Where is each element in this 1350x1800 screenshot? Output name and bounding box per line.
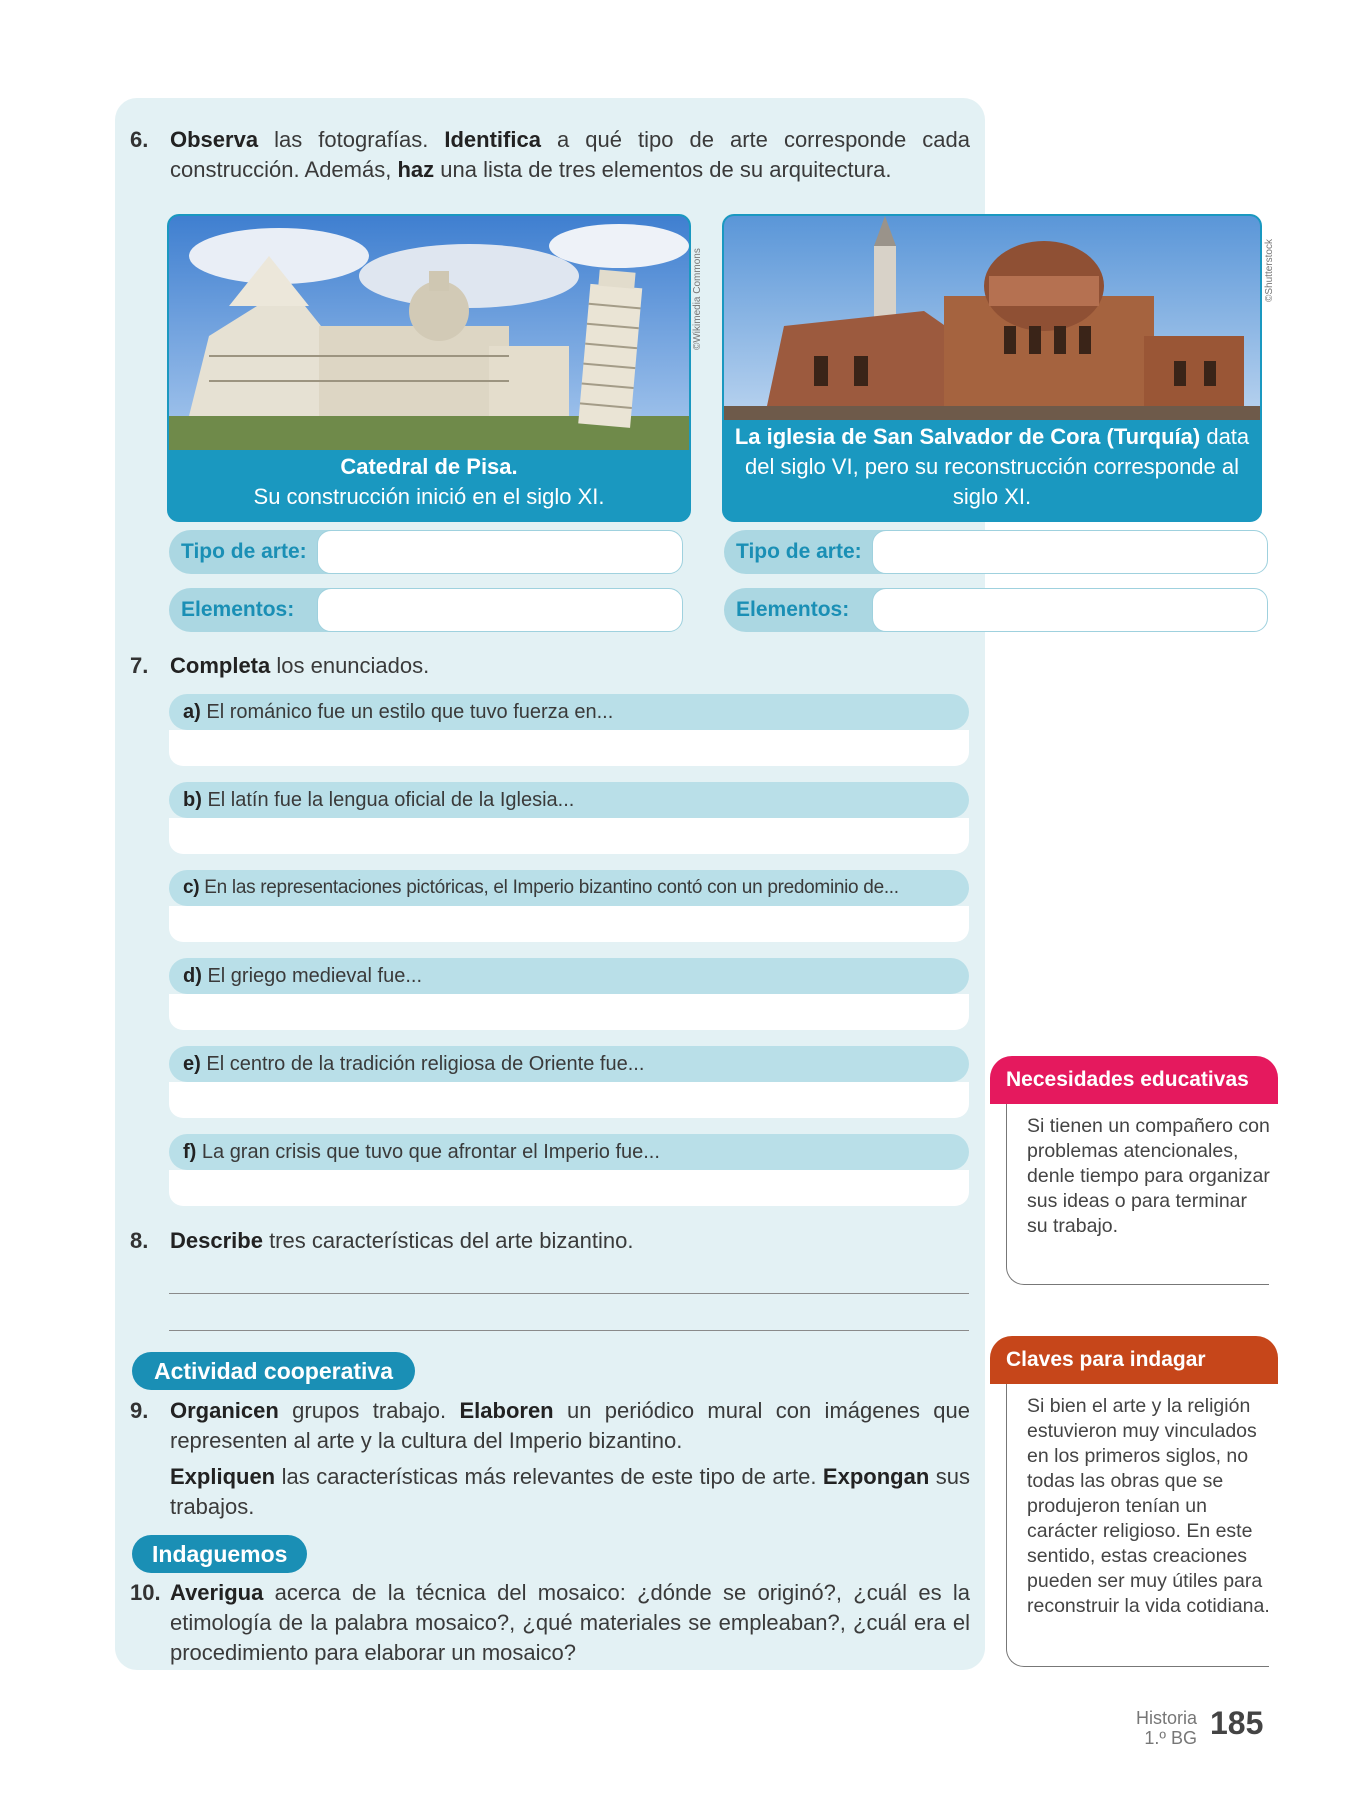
answer-line[interactable] [169,1330,969,1331]
completion-answer-e[interactable] [169,1082,969,1118]
claves-para-indagar-box [1006,1384,1269,1667]
completion-answer-f[interactable] [169,1170,969,1206]
claves-para-indagar-text: Si bien el arte y la religión estuvieron muy vinculados en los primeros siglos, no todas las obras que se produjeron tenían un carácter religioso. En este sentido, estas creaciones pueden ser muy útiles para reconstruir la vida cotidiana. [1027,1395,1270,1617]
completion-item-c [169,870,969,942]
photo-credit-pisa: ©Wikimedia Commons [692,248,703,350]
question-6 [130,125,970,189]
photo-card-cora [722,214,1262,522]
completion-item-f [169,1134,969,1206]
photo-card-pisa [167,214,691,522]
completion-prompt: f) La gran crisis que tuvo que afrontar el Imperio fue... [169,1134,969,1170]
tipo-de-arte-row-pisa [169,530,683,574]
answer-line[interactable] [169,1293,969,1294]
completion-item-b [169,782,969,854]
photo-credit-cora: ©Shutterstock [1264,239,1275,302]
grade-label: 1.º BG [1144,1728,1197,1748]
question-text: Describe tres características del arte bizantino. [170,1228,634,1253]
tipo-de-arte-input-cora[interactable] [872,530,1268,574]
footer-subject [1136,1708,1197,1748]
tipo-de-arte-row-cora [724,530,1268,574]
necesidades-educativas-text: Si tienen un compañero con problemas atencionales, denle tiempo para organizar sus ideas o para terminar su trabajo. [1027,1115,1270,1237]
elementos-label: Elementos: [736,598,850,621]
completion-answer-c[interactable] [169,906,969,942]
actividad-cooperativa-label: Actividad cooperativa [132,1352,415,1390]
question-7 [130,651,970,681]
completion-prompt: a) El románico fue un estilo que tuvo fuerza en... [169,694,969,730]
completion-prompt: c) En las representaciones pictóricas, el Imperio bizantino contó con un predominio de... [169,870,969,906]
tipo-de-arte-input-pisa[interactable] [317,530,683,574]
question-number: 8. [130,1228,149,1253]
completion-answer-d[interactable] [169,994,969,1030]
completion-answer-b[interactable] [169,818,969,854]
question-number: 10. [130,1580,161,1605]
tipo-de-arte-label: Tipo de arte: [736,540,862,563]
question-9 [130,1396,970,1526]
elementos-row-pisa [169,588,683,632]
question-text: Completa los enunciados. [170,653,430,678]
tipo-de-arte-label: Tipo de arte: [181,540,307,563]
completion-answer-a[interactable] [169,730,969,766]
necesidades-educativas-header: Necesidades educativas [990,1056,1278,1104]
completion-item-a [169,694,969,766]
elementos-input-cora[interactable] [872,588,1268,632]
photo-caption-cora: La iglesia de San Salvador de Cora (Turquía) data del siglo VI, pero su reconstrucción corresponde al siglo XI. [734,424,1250,509]
question-text: Observa las fotografías. Identifica a qué tipo de arte corresponde cada construcción. Además, haz una lista de tres elementos de su arquitectura. [170,127,970,182]
question-number: 9. [130,1398,149,1423]
elementos-input-pisa[interactable] [317,588,683,632]
question-number: 7. [130,653,149,678]
necesidades-educativas-box [1006,1104,1269,1285]
completion-prompt: e) El centro de la tradición religiosa de Oriente fue... [169,1046,969,1082]
completion-item-d [169,958,969,1030]
page-number: 185 [1210,1705,1264,1741]
completion-item-e [169,1046,969,1118]
question-text: Organicen grupos trabajo. Elaboren un periódico mural con imágenes que representen al arte y la cultura del Imperio bizantino. Expliquen las características más relevantes de este tipo de arte. Expongan sus trabajos. [170,1398,970,1519]
question-number: 6. [130,127,149,152]
pisa-cathedral-photo [169,216,689,450]
cora-church-photo [724,216,1260,420]
claves-para-indagar-header: Claves para indagar [990,1336,1278,1384]
question-10 [130,1578,970,1670]
completion-prompt: b) El latín fue la lengua oficial de la Iglesia... [169,782,969,818]
indaguemos-label: Indaguemos [132,1535,307,1573]
question-8 [130,1226,970,1256]
subject-name: Historia [1135,1708,1197,1728]
completion-prompt: d) El griego medieval fue... [169,958,969,994]
question-text: Averigua acerca de la técnica del mosaico: ¿dónde se originó?, ¿cuál es la etimología de la palabra mosaico?, ¿qué materiales se empleaban?, ¿cuál era el procedimiento para elaborar un mosaico? [170,1580,970,1665]
photo-caption-pisa: Catedral de Pisa. Su construcción inició en el siglo XI. [253,454,605,509]
elementos-row-cora [724,588,1268,632]
elementos-label: Elementos: [181,598,295,621]
